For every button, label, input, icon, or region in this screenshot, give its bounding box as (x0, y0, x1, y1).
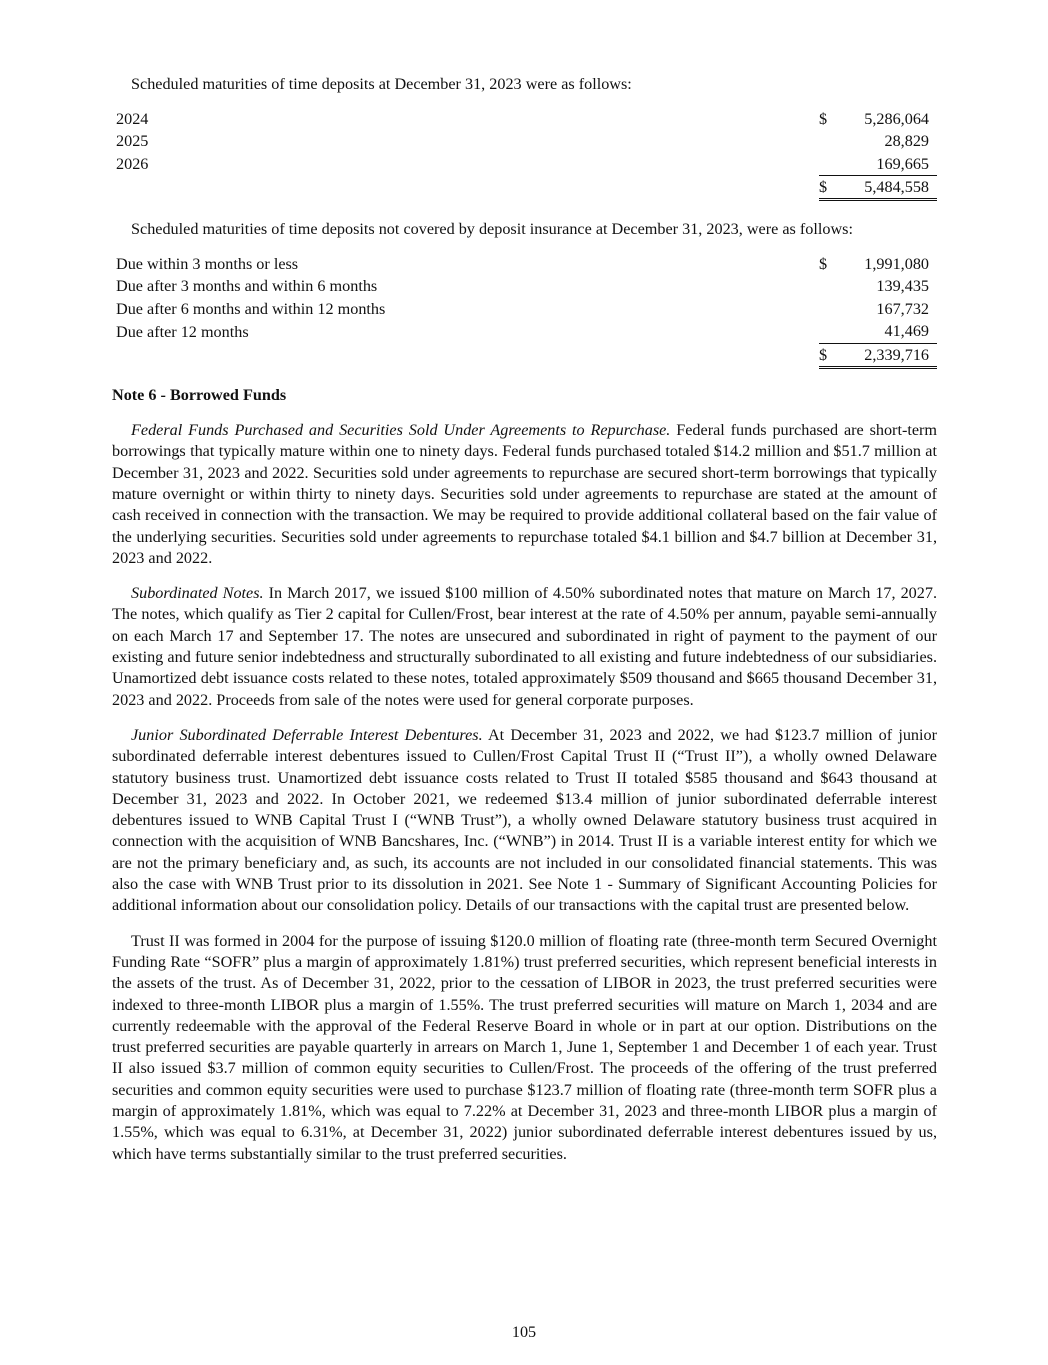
row-label: 2024 (116, 109, 149, 128)
row-label: Due after 6 months and within 12 months (116, 299, 386, 318)
table-row (112, 107, 937, 130)
currency-symbol: $ (819, 109, 828, 128)
paragraph-lead: Junior Subordinated Deferrable Interest Debentures. (131, 725, 483, 744)
time-deposit-maturities-table (112, 107, 937, 201)
page-number: 105 (511, 1323, 537, 1341)
paragraph-body: Federal funds purchased are short-term borrowings that typically mature within one to ninety days. Federal funds purchased totaled $14.2 million and $51.7 million at December 31, 2023 and 2022. Securities sold under agreements to repurchase are secured short-term borrowings that typically mature overnight or within thirty to ninety days. Securities sold under agreements to repurchase are stated at the amount of cash received in connection with the transaction. We may be required to provide additional collateral based on the fair value of the underlying securities. Securities sold under agreements to repurchase totaled $4.1 billion and $4.7 billion at December 31, 2023 and 2022. (112, 421, 937, 567)
row-label: Due within 3 months or less (116, 254, 299, 273)
currency-symbol (819, 320, 841, 343)
paragraph-body: Trust II was formed in 2004 for the purpose of issuing $120.0 million of floating rate (three-month term Secured Overnight Funding Rate “SOFR” plus a margin of approximately 1.81%) trust preferred securities, which represent beneficial interests in the assets of the trust. As of December 31, 2022, prior to the cessation of LIBOR in 2023, the trust preferred securities were indexed to three-month LIBOR plus a margin of 1.55%. The trust preferred securities will mature on March 1, 2034 and are currently redeemable with the approval of the Federal Reserve Board in whole or in part at our option. Distributions on the trust preferred securities are payable quarterly in arrears on March 1, June 1, September 1 and December 1 of each year. Trust II also issued $3.7 million of common equity securities to Cullen/Frost. The proceeds of the offering of the trust preferred securities and common equity securities were used to purchase $123.7 million of floating rate (three-month term SOFR plus a margin of approximately 1.81%, which was equal to 7.22% at December 31, 2023 and three-month LIBOR plus a margin of 1.55%, which was equal to 6.31%, at December 31, 2022) junior subordinated deferrable interest debentures issued by us, which have terms substantially similar to the trust preferred securities. (112, 931, 937, 1163)
total-amount: 5,484,558 (841, 175, 937, 200)
paragraph-lead: Subordinated Notes. (131, 584, 264, 603)
row-amount: 167,732 (876, 299, 929, 318)
uninsured-deposit-maturities-table (112, 253, 937, 370)
document-page (112, 74, 937, 1165)
currency-symbol: $ (819, 175, 841, 200)
table-row (112, 130, 937, 153)
paragraph-lead: Federal Funds Purchased and Securities Sold Under Agreements to Repurchase. (131, 421, 671, 440)
table-row (112, 298, 937, 321)
paragraph-junior-debentures (112, 725, 937, 917)
row-amount: 28,829 (884, 132, 929, 150)
currency-symbol (819, 152, 841, 175)
currency-symbol: $ (819, 343, 841, 368)
uninsured-deposit-maturities-intro: Scheduled maturities of time deposits not covered by deposit insurance at December 31, 2023, were as follows: (131, 220, 853, 239)
row-label: 2025 (116, 132, 149, 150)
section-heading: Note 6 - Borrowed Funds (112, 386, 287, 405)
paragraph-body: At December 31, 2023 and 2022, we had $123.7 million of junior subordinated deferrable interest debentures issued to Cullen/Frost Capital Trust II (“Trust II”), a wholly owned Delaware statutory business trust. Unamortized debt issuance costs related to Trust II totaled $585 thousand and $643 thousand at December 31, 2023 and 2022. In October 2021, we redeemed $13.4 million of junior subordinated deferrable interest debentures issued to WNB Capital Trust I (“WNB Trust”), a wholly owned Delaware statutory business trust acquired in connection with the acquisition of WNB Bancshares, Inc. (“WNB”) in 2014. Trust II is a variable interest entity for which we are not the primary beneficiary and, as such, its accounts are not included in our consolidated financial statements. This was also the case with WNB Trust prior to its dissolution in 2021. See Note 1 - Summary of Significant Accounting Policies for additional information about our consolidation policy. Details of our transactions with the capital trust are presented below. (112, 725, 937, 915)
total-amount: 2,339,716 (841, 343, 937, 368)
row-label: 2026 (116, 155, 149, 173)
total-row (112, 175, 937, 200)
row-label: Due after 12 months (116, 322, 249, 341)
paragraph-federal-funds (112, 420, 937, 569)
row-amount: 169,665 (876, 154, 929, 173)
total-row (112, 343, 937, 368)
table-row (112, 152, 937, 175)
table-row (112, 275, 937, 298)
currency-symbol (819, 130, 841, 153)
row-amount: 139,435 (876, 277, 929, 296)
paragraph-body: In March 2017, we issued $100 million of 4.50% subordinated notes that mature on March 17, 2027. The notes, which qualify as Tier 2 capital for Cullen/Frost, bear interest at the rate of 4.50% per annum, payable semi-annually on each March 17 and September 17. The notes are unsecured and subordinated in right of payment to the payment of our existing and future senior indebtedness and structurally subordinated to all existing and future indebtedness of our subsidiaries. Unamortized debt issuance costs related to these notes, totaled approximately $509 thousand and $665 thousand December 31, 2023 and 2022. Proceeds from sale of the notes were used for general corporate purposes. (112, 584, 937, 709)
row-label: Due after 3 months and within 6 months (116, 277, 378, 296)
paragraph-subordinated-notes (112, 583, 937, 711)
time-deposit-maturities-intro: Scheduled maturities of time deposits at December 31, 2023 were as follows: (131, 75, 632, 93)
row-amount: 41,469 (884, 322, 929, 341)
currency-symbol (819, 275, 841, 298)
paragraph-trust-ii (112, 931, 937, 1165)
currency-symbol (819, 298, 841, 321)
currency-symbol: $ (819, 254, 828, 273)
table-row (112, 320, 937, 343)
row-amount: 1,991,080 (864, 254, 929, 273)
row-amount: 5,286,064 (864, 109, 929, 128)
table-row (112, 253, 937, 276)
